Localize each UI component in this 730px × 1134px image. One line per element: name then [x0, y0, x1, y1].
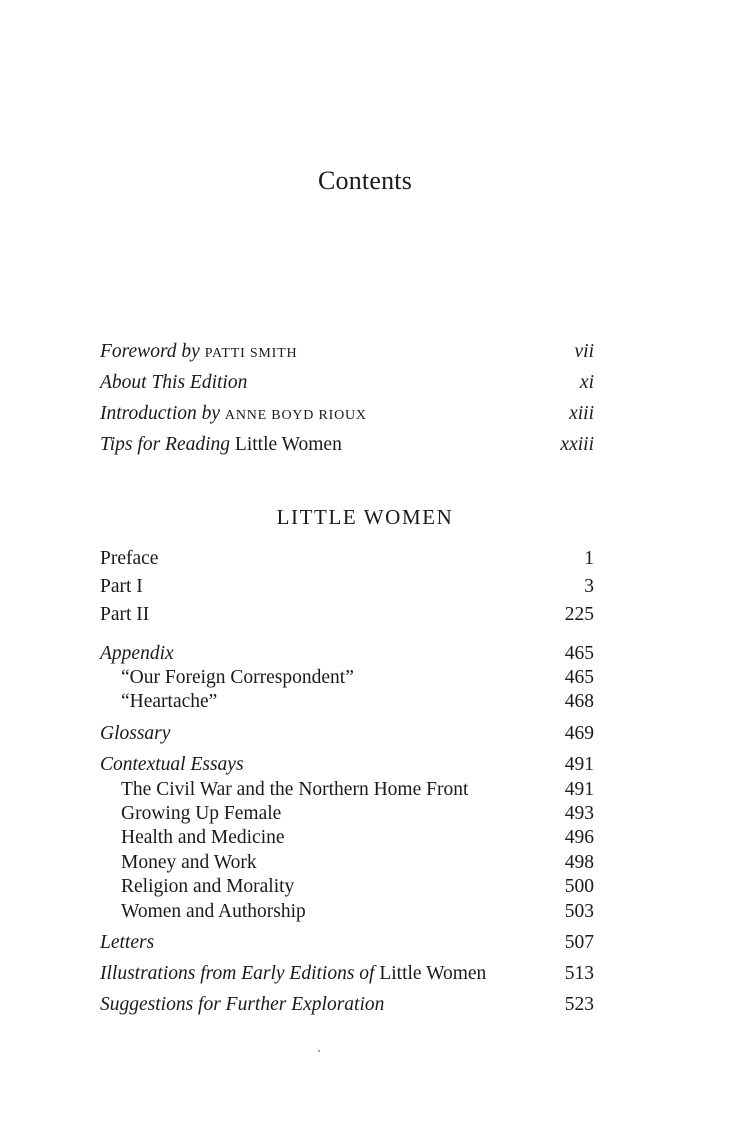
toc-entry-introduction[interactable]: [100, 401, 594, 427]
toc-entry-label: Growing Up Female: [121, 803, 282, 824]
toc-entry-label: Glossary: [100, 723, 171, 744]
toc-entry-letters[interactable]: [100, 930, 594, 956]
toc-entry-label: Women and Authorship: [121, 901, 306, 922]
toc-entry-label: Part I: [100, 576, 143, 597]
toc-entry-foreword[interactable]: [100, 339, 594, 365]
toc-entry-label: About This Edition: [100, 372, 248, 393]
toc-entry-label: Tips for Reading: [100, 434, 235, 455]
page-title: Contents: [317, 166, 413, 195]
toc-entry-part-ii[interactable]: [100, 602, 594, 628]
toc-entry-author: ANNE BOYD RIOUX: [224, 408, 367, 423]
toc-entry-part-i[interactable]: [100, 574, 594, 600]
toc-entry-page: 523: [564, 994, 594, 1015]
toc-entry-label: The Civil War and the Northern Home Front: [121, 779, 469, 800]
toc-entry-preface[interactable]: [100, 546, 594, 572]
toc-entry-label: Foreword by: [100, 341, 205, 362]
toc-entry-label: Religion and Morality: [121, 876, 295, 897]
toc-subentry-civil-war[interactable]: [100, 777, 594, 803]
toc-entry-label: Letters: [100, 932, 155, 953]
toc-subentry-religion-and-morality[interactable]: [100, 874, 594, 900]
toc-entry-illustrations[interactable]: [100, 961, 594, 987]
toc-entry-label: Money and Work: [121, 852, 257, 873]
toc-entry-book-title: Little Women: [379, 963, 487, 984]
toc-entry-label: “Our Foreign Correspondent”: [121, 667, 354, 688]
toc-entry-page: 1: [584, 548, 594, 569]
toc-entry-label: Introduction by: [100, 403, 225, 424]
section-heading: LITTLE WOMEN: [276, 505, 454, 529]
toc-entry-page: 225: [564, 604, 594, 625]
toc-entry-label: Appendix: [100, 643, 174, 664]
toc-entry-book-title: Little Women: [234, 434, 342, 455]
page-mark: [318, 1050, 320, 1052]
toc-entry-page: 465: [564, 667, 594, 688]
toc-entry-label: Part II: [100, 604, 150, 625]
toc-entry-page: 491: [564, 779, 594, 800]
toc-entry-page: xi: [579, 372, 594, 393]
toc-entry-page: 465: [564, 643, 594, 664]
toc-entry-page: vii: [574, 341, 594, 362]
toc-entry-page: 468: [564, 691, 594, 712]
toc-entry-page: 507: [564, 932, 594, 953]
toc-subentry-growing-up-female[interactable]: [100, 801, 594, 827]
toc-entry-glossary[interactable]: [100, 721, 594, 747]
toc-subentry-heartache[interactable]: [100, 689, 594, 715]
toc-entry-label: Contextual Essays: [100, 754, 244, 775]
toc-entry-tips-for-reading[interactable]: [100, 432, 594, 458]
toc-subentry-foreign-correspondent[interactable]: [100, 665, 594, 691]
toc-entry-appendix[interactable]: [100, 641, 594, 667]
toc-entry-contextual-essays[interactable]: [100, 752, 594, 778]
toc-entry-page: 469: [564, 723, 594, 744]
toc-entry-page: 3: [584, 576, 594, 597]
toc-entry-page: 513: [564, 963, 594, 984]
toc-entry-label: Suggestions for Further Exploration: [100, 994, 385, 1015]
toc-entry-page: 500: [564, 876, 594, 897]
toc-entry-page: 496: [564, 827, 594, 848]
toc-entry-suggestions[interactable]: [100, 992, 594, 1018]
toc-subentry-health-and-medicine[interactable]: [100, 825, 594, 851]
toc-subentry-money-and-work[interactable]: [100, 850, 594, 876]
toc-entry-page: 498: [564, 852, 594, 873]
toc-entry-label: “Heartache”: [121, 691, 218, 712]
toc-entry-page: 491: [564, 754, 594, 775]
toc-entry-label: Health and Medicine: [121, 827, 285, 848]
toc-entry-author: PATTI SMITH: [204, 346, 298, 361]
toc-entry-page: 493: [564, 803, 594, 824]
toc-entry-page: 503: [564, 901, 594, 922]
toc-entry-label: Preface: [100, 548, 159, 569]
toc-entry-about-this-edition[interactable]: [100, 370, 594, 396]
toc-entry-page: xiii: [569, 403, 594, 424]
toc-subentry-women-and-authorship[interactable]: [100, 899, 594, 925]
toc-entry-page: xxiii: [560, 434, 594, 455]
toc-entry-label: Illustrations from Early Editions of: [100, 963, 380, 984]
